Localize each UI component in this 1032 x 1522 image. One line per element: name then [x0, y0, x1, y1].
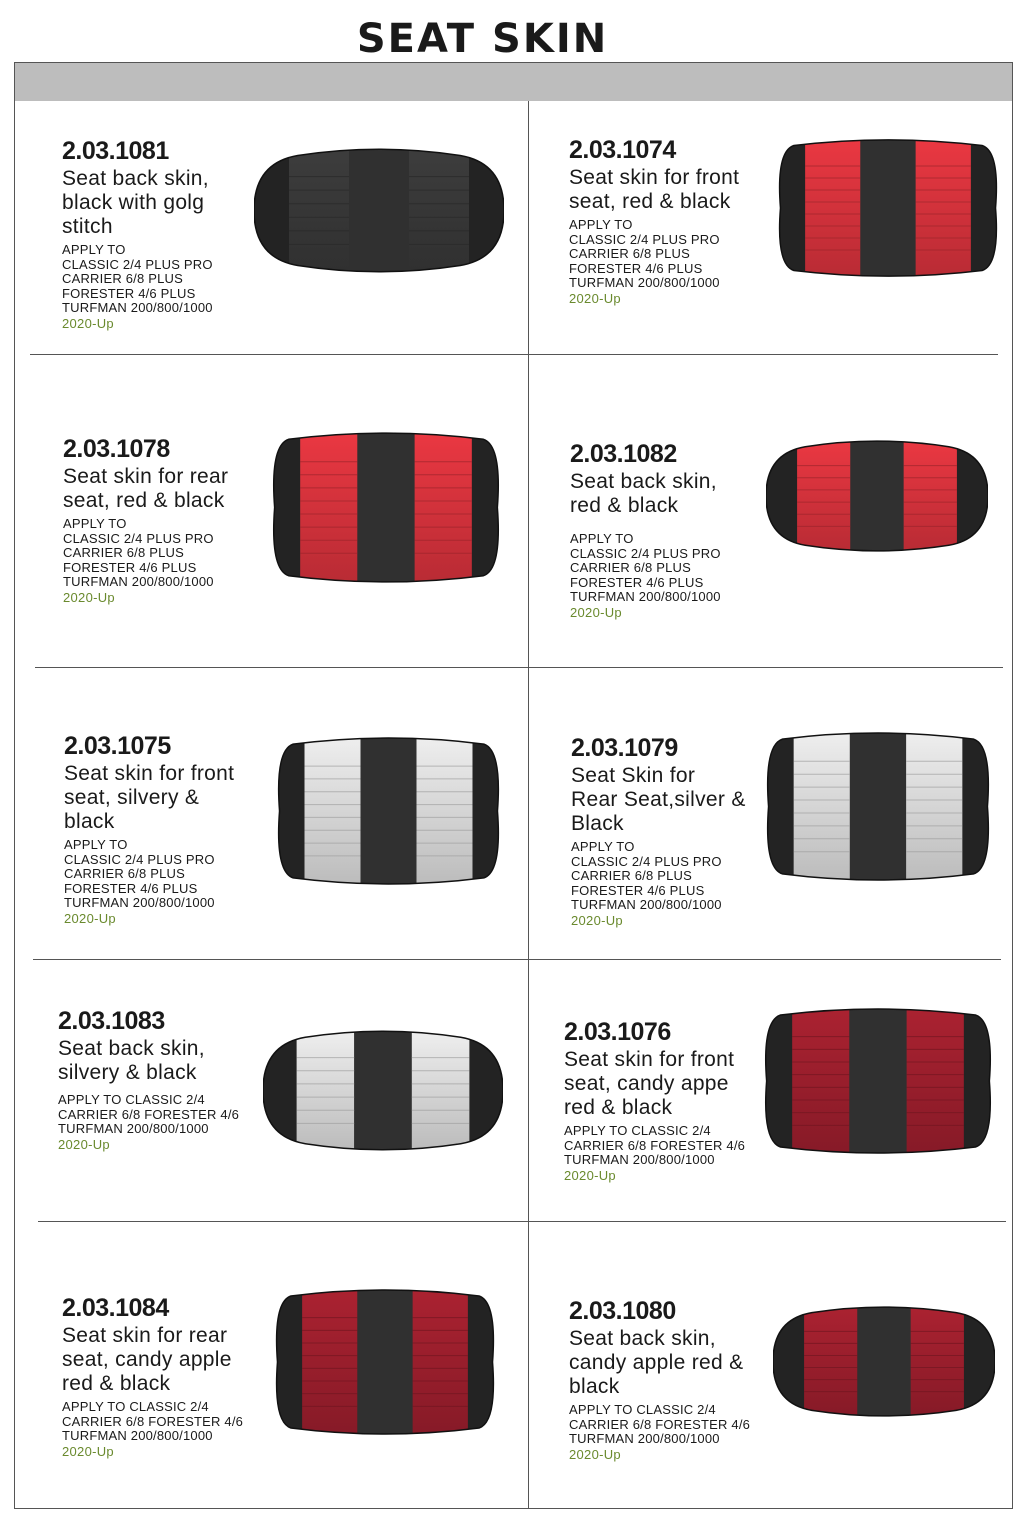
product-year: 2020-Up [564, 1167, 616, 1183]
product-code: 2.03.1081 [62, 137, 169, 165]
product-apply: APPLY TO CLASSIC 2/4 PLUS PRO CARRIER 6/8 PLUS FORESTER 4/6 PLUS TURFMAN 200/800/1000 [64, 837, 215, 910]
product-apply: APPLY TO CLASSIC 2/4 PLUS PRO CARRIER 6/8 PLUS FORESTER 4/6 PLUS TURFMAN 200/800/1000 [570, 531, 721, 604]
product-title: Seat skin for rear seat, red & black [63, 465, 229, 512]
header-bar [15, 63, 1012, 101]
seat-back-black-icon [254, 148, 504, 273]
seat-back-candy-icon [773, 1306, 995, 1417]
seat-front-red-icon [776, 137, 1000, 279]
row-divider [35, 667, 1003, 668]
row-divider [38, 1221, 1006, 1222]
seat-back-red-icon [766, 440, 988, 552]
product-apply: APPLY TO CLASSIC 2/4 PLUS PRO CARRIER 6/8 PLUS FORESTER 4/6 PLUS TURFMAN 200/800/1000 [63, 516, 214, 589]
product-code: 2.03.1074 [569, 136, 676, 164]
product-code: 2.03.1082 [570, 440, 677, 468]
product-card [62, 1294, 243, 1460]
product-year: 2020-Up [64, 910, 116, 926]
seat-front-candy-icon [762, 1006, 994, 1156]
product-title: Seat back skin, red & black [570, 470, 717, 517]
seat-back-silver-icon [263, 1030, 503, 1151]
product-year: 2020-Up [569, 290, 621, 306]
product-card [569, 136, 739, 307]
product-title: Seat skin for front seat, silvery & black [64, 762, 235, 833]
product-year: 2020-Up [569, 1446, 621, 1462]
product-title: Seat Skin for Rear Seat,silver & Black [571, 764, 746, 835]
product-apply: APPLY TO CLASSIC 2/4 CARRIER 6/8 FORESTER 4/6 TURFMAN 200/800/1000 [564, 1123, 746, 1167]
product-year: 2020-Up [571, 912, 623, 928]
seat-rear-silver-icon [764, 730, 992, 883]
product-card [62, 137, 213, 332]
product-apply: APPLY TO CLASSIC 2/4 CARRIER 6/8 FORESTER 4/6 TURFMAN 200/800/1000 [58, 1092, 240, 1136]
product-code: 2.03.1080 [569, 1297, 676, 1325]
product-year: 2020-Up [62, 1443, 114, 1459]
product-apply: APPLY TO CLASSIC 2/4 PLUS PRO CARRIER 6/8 PLUS FORESTER 4/6 PLUS TURFMAN 200/800/1000 [569, 217, 720, 290]
product-code: 2.03.1075 [64, 732, 171, 760]
seat-rear-red-icon [270, 430, 502, 585]
product-card [58, 1007, 239, 1153]
product-year: 2020-Up [62, 315, 114, 331]
product-apply: APPLY TO CLASSIC 2/4 CARRIER 6/8 FORESTER 4/6 TURFMAN 200/800/1000 [569, 1402, 751, 1446]
product-year: 2020-Up [570, 604, 622, 620]
row-divider [30, 354, 998, 355]
product-code: 2.03.1079 [571, 734, 678, 762]
product-title: Seat back skin, candy apple red & black [569, 1327, 744, 1398]
row-divider [33, 959, 1001, 960]
product-apply: APPLY TO CLASSIC 2/4 PLUS PRO CARRIER 6/8 PLUS FORESTER 4/6 PLUS TURFMAN 200/800/1000 [62, 242, 213, 315]
product-year: 2020-Up [63, 589, 115, 605]
product-title: Seat back skin, black with golg stitch [62, 167, 209, 238]
product-code: 2.03.1083 [58, 1007, 165, 1035]
seat-front-silver-icon [275, 735, 502, 887]
column-divider [528, 101, 529, 1509]
product-code: 2.03.1076 [564, 1018, 671, 1046]
product-card [571, 734, 746, 929]
product-card [64, 732, 234, 927]
product-title: Seat skin for front seat, red & black [569, 166, 740, 213]
product-card [569, 1297, 750, 1463]
page-title: SEAT SKIN [356, 16, 609, 62]
seat-rear-candy-icon [273, 1287, 497, 1437]
product-apply: APPLY TO CLASSIC 2/4 PLUS PRO CARRIER 6/8 PLUS FORESTER 4/6 PLUS TURFMAN 200/800/1000 [571, 839, 722, 912]
product-title: Seat skin for rear seat, candy apple red & black [62, 1324, 232, 1395]
product-card [63, 435, 228, 606]
product-year: 2020-Up [58, 1136, 110, 1152]
product-card [570, 440, 721, 621]
product-apply: APPLY TO CLASSIC 2/4 CARRIER 6/8 FORESTER 4/6 TURFMAN 200/800/1000 [62, 1399, 244, 1443]
product-title: Seat back skin, silvery & black [58, 1037, 205, 1084]
product-code: 2.03.1084 [62, 1294, 169, 1322]
product-card [564, 1018, 745, 1184]
product-title: Seat skin for front seat, candy appe red & black [564, 1048, 735, 1119]
product-code: 2.03.1078 [63, 435, 170, 463]
